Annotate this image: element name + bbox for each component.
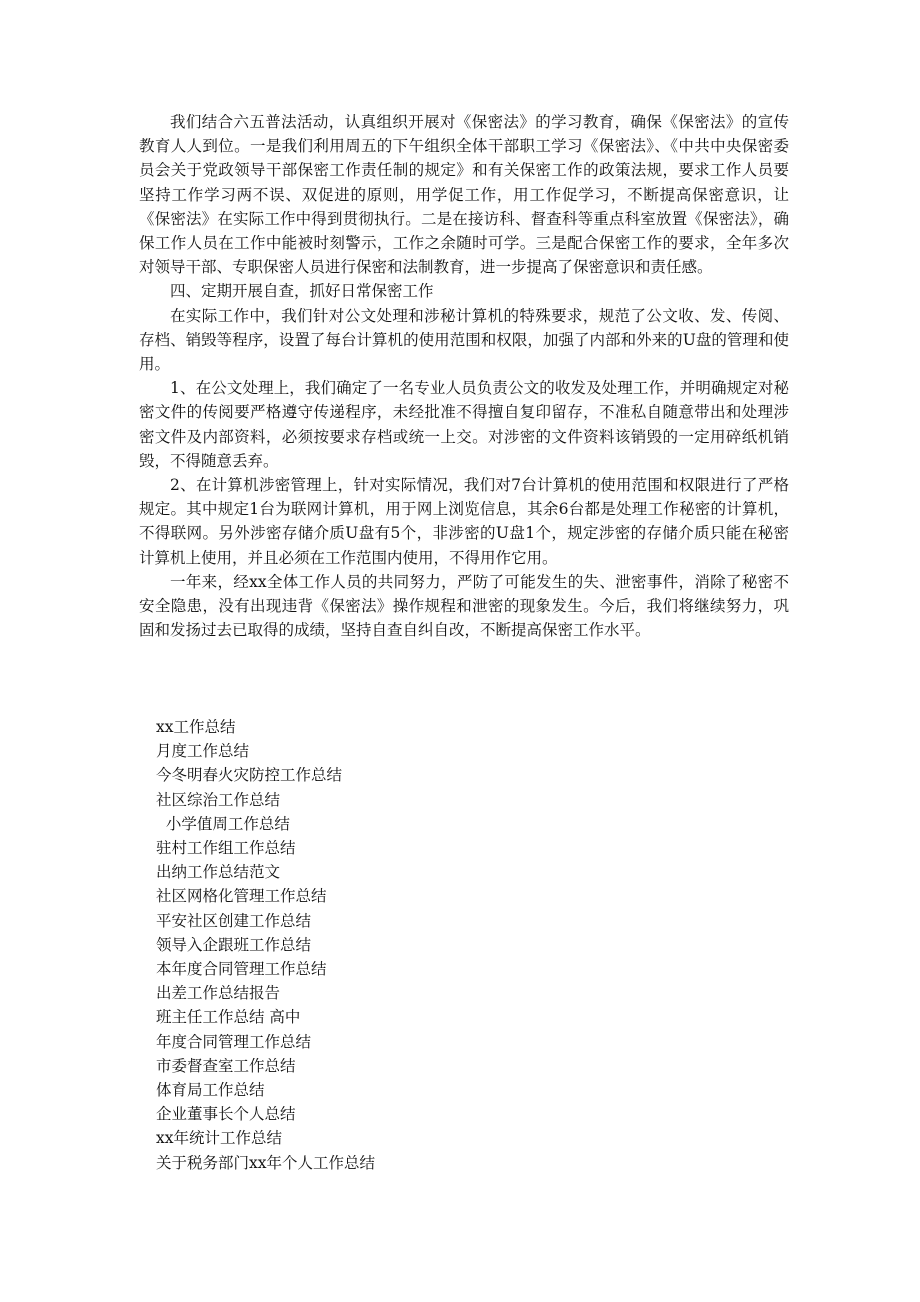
related-link[interactable]: 班主任工作总结 高中	[156, 1008, 301, 1027]
related-link[interactable]: 本年度合同管理工作总结	[156, 960, 327, 979]
related-link[interactable]: xx工作总结	[156, 718, 236, 736]
paragraph-practice: 在实际工作中，我们针对公文处理和涉秘计算机的特殊要求，规范了公文收、发、传阅、存档、销毁等程序，设置了每台计算机的使用范围和权限，加强了内部和外来的U盘的管理和使用。	[139, 306, 789, 374]
related-link[interactable]: 社区综治工作总结	[156, 790, 281, 809]
related-link[interactable]: 社区网格化管理工作总结	[156, 887, 327, 906]
related-link[interactable]: 企业董事长个人总结	[156, 1105, 296, 1124]
document-body	[139, 110, 789, 642]
related-link[interactable]: 驻村工作组工作总结	[156, 839, 296, 858]
related-link[interactable]: 年度合同管理工作总结	[156, 1032, 312, 1051]
related-link[interactable]: 月度工作总结	[156, 742, 250, 761]
related-link[interactable]: 市委督查室工作总结	[156, 1056, 296, 1075]
related-link[interactable]: xx年统计工作总结	[156, 1129, 282, 1148]
related-link[interactable]: 小学值周工作总结	[156, 814, 290, 833]
related-link[interactable]: 平安社区创建工作总结	[156, 911, 312, 930]
related-link[interactable]: 体育局工作总结	[156, 1081, 265, 1100]
related-link[interactable]: 出纳工作总结范文	[156, 863, 281, 882]
related-links-list	[156, 715, 556, 1175]
related-link[interactable]: 出差工作总结报告	[156, 984, 281, 1003]
section-heading: 四、定期开展自查，抓好日常保密工作	[170, 282, 434, 301]
paragraph-study-education: 我们结合六五普法活动，认真组织开展对《保密法》的学习教育，确保《保密法》的宣传教育人人到位。一是我们利用周五的下午组织全体干部职工学习《保密法》、《中共中央保密委员会关于党政领导干部保密工作责任制的规定》和有关保密工作的政策法规，要求工作人员要坚持工作学习两不误、双促进的原则，用学促工作，用工作促学习，不断提高保密意识，让《保密法》在实际工作中得到贯彻执行。二是在接访科、督查科等重点科室放置《保密法》，确保工作人员在工作中能被时刻警示，工作之余随时可学。三是配合保密工作的要求，全年多次对领导干部、专职保密人员进行保密和法制教育，进一步提高了保密意识和责任感。	[139, 113, 789, 277]
paragraph-computers: 2、在计算机涉密管理上，针对实际情况，我们对7台计算机的使用范围和权限进行了严格规定。其中规定1台为联网计算机，用于网上浏览信息，其余6台都是处理工作秘密的计算机，不得联网。另外涉密存储介质U盘有5个，非涉密的U盘1个，规定涉密的存储介质只能在秘密计算机上使用，并且必须在工作范围内使用，不得用作它用。	[139, 476, 789, 567]
related-link[interactable]: 关于税务部门xx年个人工作总结	[156, 1153, 375, 1172]
paragraph-documents: 1、在公文处理上，我们确定了一名专业人员负责公文的收发及处理工作，并明确规定对秘密文件的传阅要严格遵守传递程序，未经批准不得擅自复印留存，不准私自随意带出和处理涉密文件及内部资料，必须按要求存档或统一上交。对涉密的文件资料该销毁的一定用碎纸机销毁，不得随意丢弃。	[139, 379, 789, 470]
related-link[interactable]: 领导入企跟班工作总结	[156, 935, 312, 954]
paragraph-conclusion: 一年来，经xx全体工作人员的共同努力，严防了可能发生的失、泄密事件，消除了秘密不安全隐患，没有出现违背《保密法》操作规程和泄密的现象发生。今后，我们将继续努力，巩固和发扬过去已取得的成绩，坚持自查自纠自改，不断提高保密工作水平。	[139, 572, 789, 640]
related-link[interactable]: 今冬明春火灾防控工作总结	[156, 766, 343, 785]
